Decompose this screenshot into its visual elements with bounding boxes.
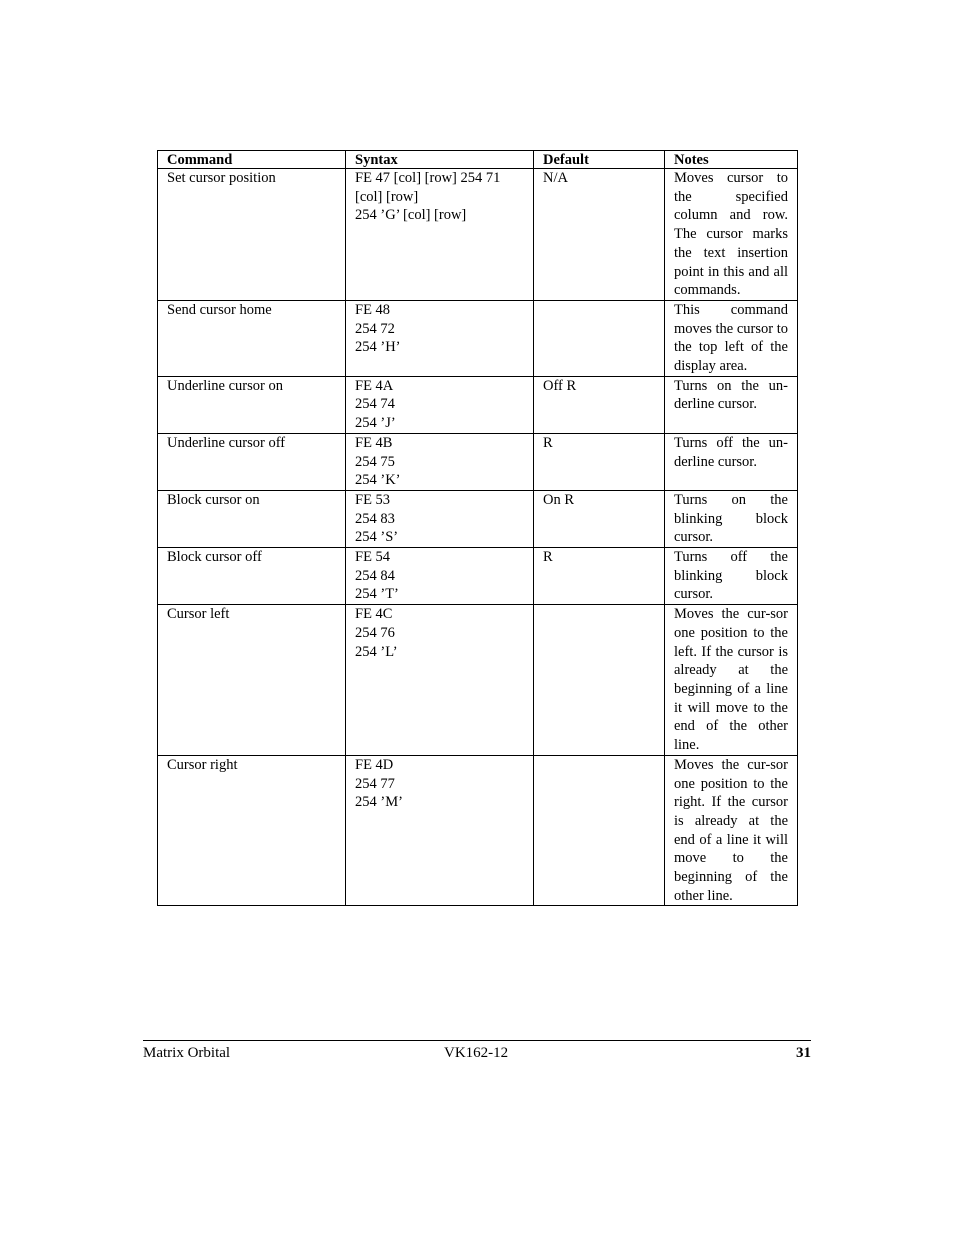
notes-cell: Turns on the blinking block cursor. [665,490,798,547]
command-cell: Underline cursor on [158,376,346,433]
page-number: 31 [796,1045,811,1061]
notes-cell: Moves cursor to the specified column and row. The cursor marks the text insertion point in this and all commands. [665,169,798,301]
notes-cell: Turns off the un-derline cursor. [665,433,798,490]
default-cell: Off R [534,376,665,433]
table-row [158,605,798,756]
syntax-line: FE 4A [355,377,394,394]
syntax-line: FE 47 [col] [row] 254 71 [col] [row] [355,170,501,205]
syntax-line: FE 54 [355,549,391,566]
notes-cell: Moves the cur-sor one position to the right. If the cursor is already at the end of a line it will move to the beginning of the other line. [665,755,798,906]
command-cell: Set cursor position [158,169,346,301]
command-cell: Block cursor on [158,490,346,547]
syntax-cell [346,433,534,490]
default-cell: R [534,548,665,605]
syntax-cell [346,169,534,301]
syntax-line: 254 83 [355,510,395,527]
notes-cell: Moves the cur-sor one position to the left. If the cursor is already at the beginning of a line it will move to the end of the other line. [665,605,798,756]
table-row [158,376,798,433]
command-cell: Cursor left [158,605,346,756]
syntax-line: 254 ’H’ [355,339,401,356]
syntax-line: 254 ’M’ [355,794,403,811]
syntax-line: 254 77 [355,775,395,792]
syntax-line: 254 74 [355,396,395,413]
table-row [158,548,798,605]
table-row [158,490,798,547]
header-syntax: Syntax [346,151,534,169]
footer-model: VK162-12 [444,1045,509,1061]
default-cell [534,605,665,756]
syntax-line: 254 ’S’ [355,529,399,546]
default-cell: R [534,433,665,490]
header-notes: Notes [665,151,798,169]
default-cell: On R [534,490,665,547]
syntax-line: FE 4B [355,434,393,451]
syntax-cell [346,490,534,547]
syntax-line: 254 ’T’ [355,586,399,603]
syntax-line: FE 4C [355,606,393,623]
table-row [158,433,798,490]
syntax-line: 254 75 [355,453,395,470]
default-cell [534,300,665,376]
syntax-line: FE 4D [355,756,394,773]
header-command: Command [158,151,346,169]
command-cell: Cursor right [158,755,346,906]
notes-cell: Turns on the un-derline cursor. [665,376,798,433]
syntax-cell [346,548,534,605]
syntax-cell [346,605,534,756]
syntax-cell [346,376,534,433]
notes-cell: Turns off the blinking block cursor. [665,548,798,605]
syntax-line: 254 ’L’ [355,643,398,660]
syntax-line: 254 ’G’ [col] [row] [355,207,467,224]
command-table [157,150,798,906]
syntax-line: FE 53 [355,491,391,508]
default-cell: N/A [534,169,665,301]
table-header-row [158,151,798,169]
page-footer [143,1040,811,1061]
header-default: Default [534,151,665,169]
syntax-line: 254 ’K’ [355,472,401,489]
syntax-line: 254 76 [355,624,395,641]
syntax-line: 254 ’J’ [355,415,396,432]
command-cell: Underline cursor off [158,433,346,490]
syntax-cell [346,300,534,376]
default-cell [534,755,665,906]
footer-company: Matrix Orbital [143,1045,231,1061]
command-cell: Block cursor off [158,548,346,605]
syntax-cell [346,755,534,906]
syntax-line: FE 48 [355,301,391,318]
command-cell: Send cursor home [158,300,346,376]
command-table-container [157,150,797,906]
table-row [158,755,798,906]
table-body [158,169,798,906]
notes-cell: This command moves the cursor to the top left of the display area. [665,300,798,376]
syntax-line: 254 84 [355,567,395,584]
table-row [158,169,798,301]
syntax-line: 254 72 [355,320,395,337]
table-row [158,300,798,376]
